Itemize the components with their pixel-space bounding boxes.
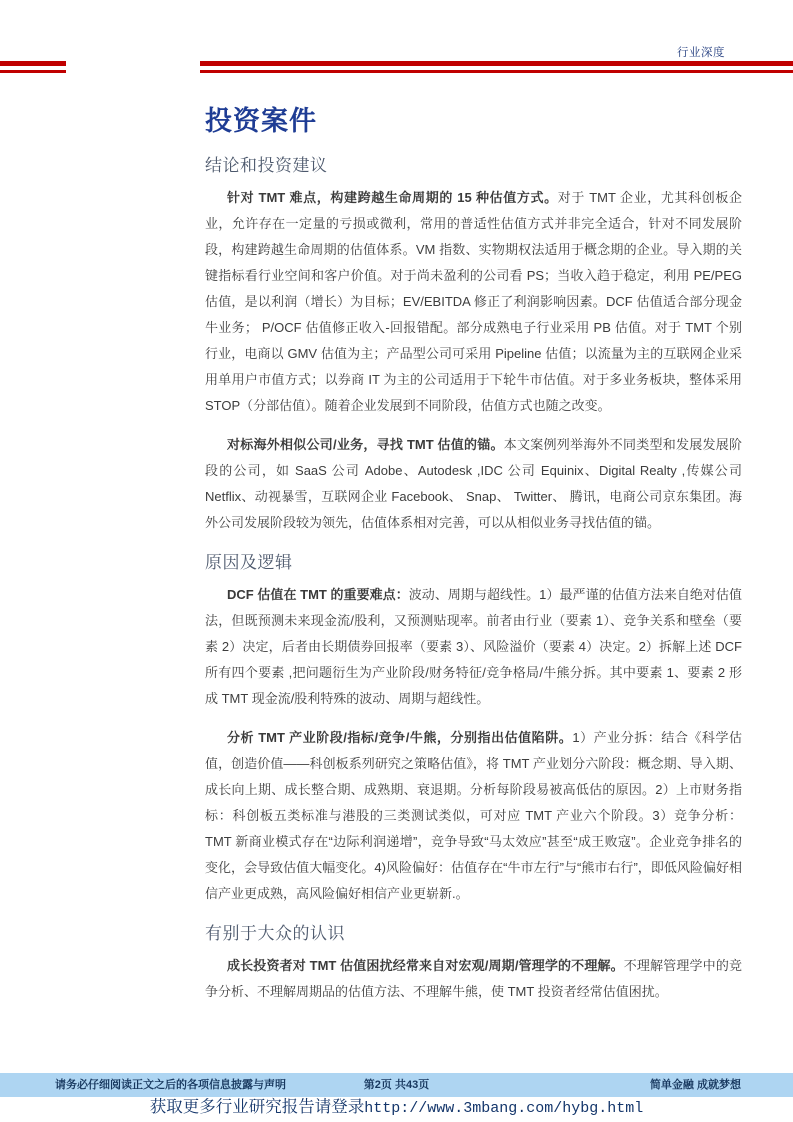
header-industry-depth-label: 行业深度 bbox=[677, 47, 725, 59]
section-heading-reasons-logic: 原因及逻辑 bbox=[205, 553, 293, 572]
paragraph-text: 波动、周期与超线性。1）最严谨的估值方法来自绝对估值法，但既预测未来现金流/股利，又预测贴现率。前者由行业（要素 1）、竞争关系和壁垒（要素 2）决定，后者由长期债券回报率（要素 3）、风险溢价（要素 4）决定。2）拆解上述 DCF 所有四个要素 ,把问题衍生为产业阶段/财务特征/竞争格局/牛熊分拆。其中要素 1、要素 2 形成 TMT 现金流/股利特殊的波动、周期与超线性。 bbox=[205, 587, 743, 706]
footer-page-number: 第2页 共43页 bbox=[363, 1079, 430, 1091]
paragraph-text: 1）产业分拆：结合《科学估值，创造价值——科创板系列研究之策略估值》，将 TMT 产业划分六阶段：概念期、导入期、成长向上期、成长整合期、成熟期、衰退期。分析每阶段易被高低估的原因。2）上市财务指标：科创板五类标准与港股的三类测试类似，可对应 TMT 产业六个阶段。3）竞争分析： TMT 新商业模式存在“边际利润递增”，竞争导致“马太效应”甚至“成王败寇”。企业竞争排名的变化，会导致估值大幅变化。4)风险偏好：估值存在“牛市左行”与“熊市右行”，即低风险偏好相信产业更成熟，高风险偏好相信产业更崭新.。 bbox=[205, 730, 742, 901]
red-rule-right-thick bbox=[200, 61, 793, 66]
page-title: 投资案件 bbox=[205, 106, 317, 136]
section-heading-conclusions: 结论和投资建议 bbox=[205, 156, 328, 175]
paragraph-lead: DCF 估值在 TMT 的重要难点： bbox=[227, 587, 409, 602]
paragraph bbox=[205, 725, 742, 907]
document-body bbox=[205, 104, 742, 1018]
paragraph-lead: 分析 TMT 产业阶段/指标/竞争/牛熊，分别指出估值陷阱。 bbox=[227, 730, 573, 745]
paragraph-text: 本文案例列举海外不同类型和发展发展阶段的公司，如 SaaS 公司 Adobe、Autodesk ,IDC 公司 Equinix、Digital Realty ,传媒公司 Netflix、动视暴雪，互联网企业 Facebook、 Snap、 Twitter、 腾讯，电商公司京东集团。海外公司发展阶段较为领先，估值体系相对完善，可以从相似业务寻找估值的锚。 bbox=[205, 437, 742, 530]
paragraph-lead: 针对 TMT 难点，构建跨越生命周期的 15 种估值方式。 bbox=[227, 190, 558, 205]
paragraph bbox=[205, 582, 742, 712]
footer-disclaimer: 请务必仔细阅读正文之后的各项信息披露与声明 bbox=[55, 1079, 286, 1091]
promo-prefix-text: 获取更多行业研究报告请登录 bbox=[149, 1097, 365, 1116]
red-rule-right-thin bbox=[200, 70, 793, 73]
footer-bar bbox=[0, 1073, 793, 1097]
paragraph-text: 不理解管理学中的竞争分析、不理解周期品的估值方法、不理解牛熊，使 TMT 投资者经常估值困扰。 bbox=[205, 958, 742, 999]
paragraph-text: 对于 TMT 企业，尤其科创板企业，允许存在一定量的亏损或微利，常用的普适性估值方式并非完全适合，针对不同发展阶段，构建跨越生命周期的估值体系。VM 指数、实物期权法适用于概念期的企业。导入期的关键指标看行业空间和客户价值。对于尚未盈利的公司看 PS；当收入趋于稳定，利用 PE/PEG 估值，是以利润（增长）为目标；EV/EBITDA 修正了利润影响因素。DCF 估值适合部分现金牛业务； P/OCF 估值修正收入-回报错配。部分成熟电子行业采用 PB 估值。对于 TMT 个别行业，电商以 GMV 估值为主；产品型公司可采用 Pipeline 估值；以流量为主的互联网企业采用单用户市值方式；以券商 IT 为主的公司适用于下轮牛市估值。对于多业务板块，整体采用 STOP（分部估值）。随着企业发展到不同阶段，估值方式也随之改变。 bbox=[205, 190, 742, 413]
red-rule-left-thin bbox=[0, 70, 66, 73]
paragraph bbox=[205, 432, 742, 536]
section-heading-different-view: 有别于大众的认识 bbox=[205, 924, 345, 943]
paragraph-lead: 成长投资者对 TMT 估值困扰经常来自对宏观/周期/管理学的不理解。 bbox=[227, 958, 624, 973]
paragraph-lead: 对标海外相似公司/业务，寻找 TMT 估值的锚。 bbox=[227, 437, 504, 452]
promo-url-link[interactable]: http://www.3mbang.com/hybg.html bbox=[364, 1100, 644, 1117]
paragraph bbox=[205, 953, 742, 1005]
promo-line bbox=[0, 1096, 793, 1120]
paragraph bbox=[205, 185, 742, 419]
red-rule-left-thick bbox=[0, 61, 66, 66]
footer-slogan: 简单金融 成就梦想 bbox=[649, 1079, 741, 1091]
